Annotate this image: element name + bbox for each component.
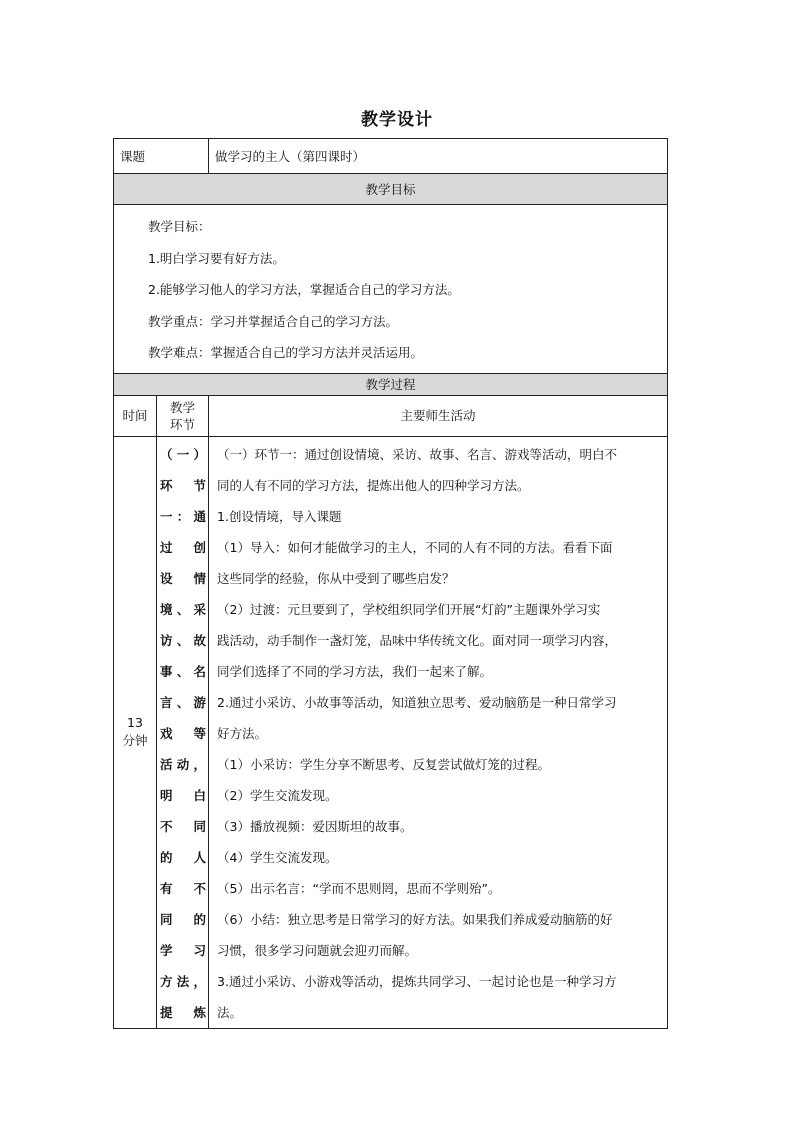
stage-line: 不 同 [160,818,207,834]
stage-line: 言、游 [160,694,207,710]
activity-line: （4）学生交流发现。 [217,849,338,865]
process-section-header: 教学过程 [114,373,668,395]
stage-cell [157,436,209,1028]
goals-row [114,205,668,374]
topic-row [114,139,668,174]
goals-line: 教学目标： [148,219,211,234]
difficulty-line: 教学难点：掌握适合自己的学习方法并灵活运用。 [148,345,424,360]
activity-cell [209,436,668,1028]
activity-line: （一）环节一：通过创设情境、采访、故事、名言、游戏等活动，明白不 [217,446,618,462]
time-cell [114,436,157,1028]
stage-line: 学 习 [160,942,207,958]
activity-line: （2）学生交流发现。 [217,787,338,803]
stage-line: 一：通 [160,508,207,524]
goals-line: 1.明白学习要有好方法。 [148,250,285,266]
stage-line: 戏 等 [160,725,207,741]
activity-line: 践活动，动手制作一盏灯笼，品味中华传统文化。面对同一项学习内容， [217,632,618,648]
activity-line: 3.通过小采访、小游戏等活动，提炼共同学习、一起讨论也是一种学习方 [217,973,617,989]
stage-line: 事、名 [160,663,207,679]
lesson-plan-table [113,138,668,1029]
col-header-stage [157,395,209,436]
time-unit: 分钟 [122,733,148,748]
stage-line: 方法， [160,973,207,989]
key-point-line: 教学重点：学习并掌握适合自己的学习方法。 [148,313,399,329]
stage-line: 提 炼 [160,1004,207,1020]
col-header-stage-line: 环节 [170,416,196,432]
activity-line: （1）小采访：学生分享不断思考、反复尝试做灯笼的过程。 [217,756,550,772]
col-header-activity: 主要师生活动 [209,395,668,436]
activity-line: 法。 [217,1004,243,1020]
stage-line: 的 人 [160,849,207,865]
activity-line: 2.通过小采访、小故事等活动，知道独立思考、爱动脑筋是一种日常学习 [217,694,617,710]
goals-line: 2.能够学习他人的学习方法，掌握适合自己的学习方法。 [148,282,460,297]
activity-line: （5）出示名言：“学而不思则罔，思而不学则殆”。 [217,880,501,896]
stage-line: 活动， [160,756,207,772]
activity-line: 这些同学的经验，你从中受到了哪些启发？ [217,570,455,586]
stage-line: 境、采 [160,601,207,617]
stage-line: 访、故 [160,632,207,648]
activity-line: 习惯，很多学习问题就会迎刃而解。 [217,942,418,958]
stage-line: 设 情 [160,570,207,586]
col-header-time: 时间 [114,395,157,436]
topic-label: 课题 [114,139,209,174]
activity-line: 1.创设情境，导入课题 [217,508,342,524]
process-column-headers [114,395,668,436]
process-row [114,436,668,1028]
goals-header-row [114,174,668,205]
stage-line: 环 节 [160,477,207,493]
stage-line: （一） [160,446,207,462]
activity-line: 同学们选择了不同的学习方法，我们一起来了解。 [217,663,493,679]
goals-content [114,205,668,374]
activity-line: 好方法。 [217,725,268,741]
activity-line: （3）播放视频：爱因斯坦的故事。 [217,818,413,834]
activity-line: （2）过渡：元旦要到了，学校组织同学们开展“灯韵”主题课外学习实 [217,601,601,617]
process-header-row [114,373,668,395]
stage-line: 明 白 [160,787,207,803]
activity-line: （6）小结：独立思考是日常学习的好方法。如果我们养成爱动脑筋的好 [217,911,613,927]
col-header-stage-line: 教学 [170,399,196,415]
topic-value: 做学习的主人（第四课时） [209,139,668,174]
goals-section-header: 教学目标 [114,174,668,205]
stage-line: 有 不 [160,880,207,896]
activity-line: （1）导入：如何才能做学习的主人，不同的人有不同的方法。看看下面 [217,539,613,555]
activity-line: 同的人有不同的学习方法，提炼出他人的四种学习方法。 [217,477,530,493]
document-title: 教学设计 [361,110,433,130]
time-value: 13 [127,715,143,730]
stage-line: 过 创 [160,539,207,555]
stage-line: 同 的 [160,911,207,927]
